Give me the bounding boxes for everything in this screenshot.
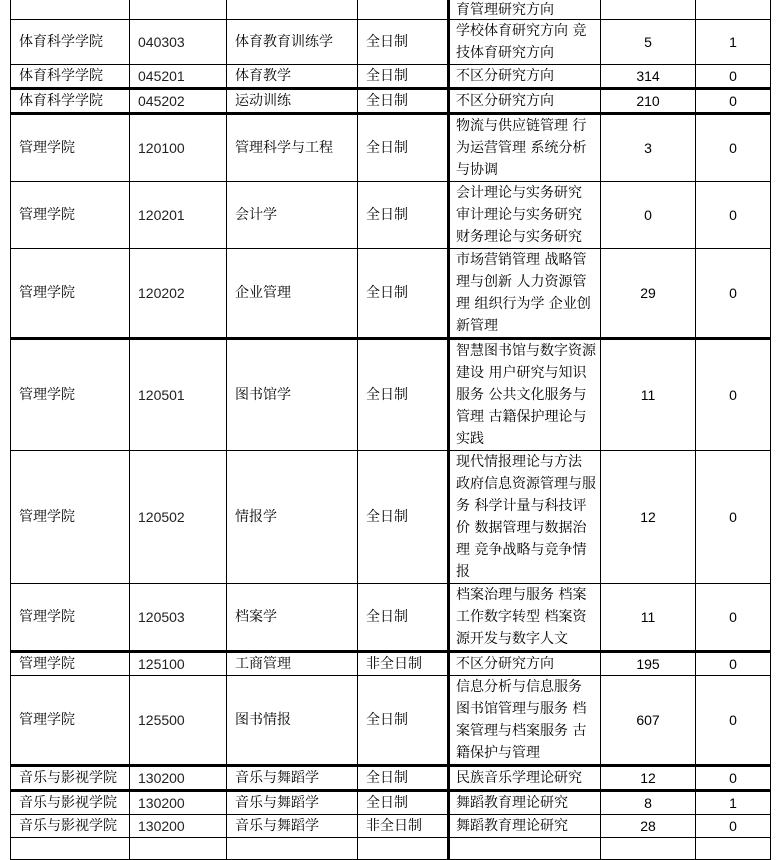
cell-plan xyxy=(601,0,696,20)
table-row xyxy=(11,766,771,791)
cell-exempt: 0 xyxy=(696,652,771,676)
cell-direction: 民族音乐学理论研究 xyxy=(449,766,601,791)
cell-plan: 28 xyxy=(601,815,696,838)
table-row xyxy=(11,114,771,182)
cell-plan: 3 xyxy=(601,114,696,182)
cell-code xyxy=(130,0,227,20)
cell-code: 120100 xyxy=(130,114,227,182)
cell-direction: 档案治理与服务 档案工作数字转型 档案资源开发与数字人文 xyxy=(449,584,601,652)
cell-code: 040303 xyxy=(130,20,227,65)
table-row xyxy=(11,89,771,114)
cell-major: 体育教育训练学 xyxy=(227,20,358,65)
cell-mode: 全日制 xyxy=(358,182,449,249)
cell-mode: 非全日制 xyxy=(358,815,449,838)
cell-plan: 12 xyxy=(601,766,696,791)
cell-direction: 物流与供应链管理 行为运营管理 系统分析与协调 xyxy=(449,114,601,182)
cell-plan: 314 xyxy=(601,65,696,89)
cell-college: 体育科学学院 xyxy=(11,20,130,65)
table-row xyxy=(11,791,771,815)
cell-exempt: 0 xyxy=(696,815,771,838)
cell-major xyxy=(227,838,358,860)
cell-plan: 5 xyxy=(601,20,696,65)
table-row xyxy=(11,676,771,766)
cell-direction: 不区分研究方向 xyxy=(449,89,601,114)
cell-college xyxy=(11,0,130,20)
cell-college: 管理学院 xyxy=(11,249,130,339)
table-row xyxy=(11,65,771,89)
cell-exempt xyxy=(696,838,771,860)
table-row-partial-top xyxy=(11,0,771,20)
cell-direction: 舞蹈教育理论研究 xyxy=(449,815,601,838)
cell-plan: 29 xyxy=(601,249,696,339)
cell-college: 管理学院 xyxy=(11,451,130,584)
cell-major: 企业管理 xyxy=(227,249,358,339)
table-row xyxy=(11,584,771,652)
cell-exempt: 0 xyxy=(696,182,771,249)
cell-exempt: 0 xyxy=(696,451,771,584)
cell-major: 管理科学与工程 xyxy=(227,114,358,182)
cell-code: 120502 xyxy=(130,451,227,584)
cell-direction: 学校体育研究方向 竞技体育研究方向 xyxy=(449,20,601,65)
cell-major: 运动训练 xyxy=(227,89,358,114)
cell-code: 130200 xyxy=(130,766,227,791)
cell-code: 130200 xyxy=(130,815,227,838)
cell-plan: 0 xyxy=(601,182,696,249)
cell-major: 图书馆学 xyxy=(227,339,358,451)
cell-direction: 现代情报理论与方法 政府信息资源管理与服务 科学计量与科技评价 数据管理与数据治理 竞争战略与竞争情报 xyxy=(449,451,601,584)
cell-plan xyxy=(601,838,696,860)
cell-code: 120501 xyxy=(130,339,227,451)
cell-code: 120503 xyxy=(130,584,227,652)
cell-mode: 全日制 xyxy=(358,584,449,652)
cell-mode xyxy=(358,0,449,20)
cell-major: 档案学 xyxy=(227,584,358,652)
cell-mode: 全日制 xyxy=(358,114,449,182)
cell-exempt: 0 xyxy=(696,766,771,791)
cell-exempt: 0 xyxy=(696,249,771,339)
cell-exempt: 0 xyxy=(696,339,771,451)
cell-plan: 12 xyxy=(601,451,696,584)
cell-direction: 育管理研究方向 xyxy=(449,0,601,20)
table-row-partial-bottom xyxy=(11,838,771,860)
table-row xyxy=(11,652,771,676)
cell-major: 情报学 xyxy=(227,451,358,584)
cell-code: 130200 xyxy=(130,791,227,815)
cell-college: 管理学院 xyxy=(11,676,130,766)
cell-college: 管理学院 xyxy=(11,652,130,676)
cell-college: 管理学院 xyxy=(11,114,130,182)
cell-college: 音乐与影视学院 xyxy=(11,766,130,791)
cell-plan: 11 xyxy=(601,584,696,652)
table-row xyxy=(11,182,771,249)
cell-major: 会计学 xyxy=(227,182,358,249)
cell-mode: 全日制 xyxy=(358,791,449,815)
table-row xyxy=(11,249,771,339)
cell-plan: 210 xyxy=(601,89,696,114)
cell-exempt: 0 xyxy=(696,584,771,652)
cell-mode: 全日制 xyxy=(358,339,449,451)
cell-major: 图书情报 xyxy=(227,676,358,766)
cell-major: 体育教学 xyxy=(227,65,358,89)
cell-code: 120202 xyxy=(130,249,227,339)
cell-college: 管理学院 xyxy=(11,182,130,249)
cell-college xyxy=(11,838,130,860)
cell-exempt: 0 xyxy=(696,89,771,114)
cell-major: 工商管理 xyxy=(227,652,358,676)
cell-exempt: 0 xyxy=(696,676,771,766)
cell-exempt: 1 xyxy=(696,791,771,815)
cell-major: 音乐与舞蹈学 xyxy=(227,791,358,815)
cell-code: 045202 xyxy=(130,89,227,114)
cell-college: 音乐与影视学院 xyxy=(11,815,130,838)
cell-direction: 信息分析与信息服务 图书馆管理与服务 档案管理与档案服务 古籍保护与管理 xyxy=(449,676,601,766)
cell-mode: 全日制 xyxy=(358,451,449,584)
cell-mode: 全日制 xyxy=(358,65,449,89)
cell-direction: 不区分研究方向 xyxy=(449,652,601,676)
cell-mode: 全日制 xyxy=(358,766,449,791)
cell-mode: 非全日制 xyxy=(358,652,449,676)
cell-direction: 智慧图书馆与数字资源建设 用户研究与知识服务 公共文化服务与管理 古籍保护理论与实践 xyxy=(449,339,601,451)
table-row xyxy=(11,20,771,65)
cell-mode xyxy=(358,838,449,860)
cell-code: 125100 xyxy=(130,652,227,676)
cell-college: 管理学院 xyxy=(11,339,130,451)
cell-plan: 195 xyxy=(601,652,696,676)
cell-exempt xyxy=(696,0,771,20)
cell-plan: 11 xyxy=(601,339,696,451)
table-row xyxy=(11,339,771,451)
cell-college: 管理学院 xyxy=(11,584,130,652)
cell-mode: 全日制 xyxy=(358,676,449,766)
cell-direction xyxy=(449,838,601,860)
cell-code xyxy=(130,838,227,860)
cell-mode: 全日制 xyxy=(358,89,449,114)
cell-direction: 会计理论与实务研究 审计理论与实务研究 财务理论与实务研究 xyxy=(449,182,601,249)
table-row xyxy=(11,451,771,584)
cell-code: 120201 xyxy=(130,182,227,249)
cell-major xyxy=(227,0,358,20)
enrollment-table xyxy=(10,0,771,860)
cell-major: 音乐与舞蹈学 xyxy=(227,766,358,791)
cell-exempt: 1 xyxy=(696,20,771,65)
cell-college: 体育科学学院 xyxy=(11,65,130,89)
cell-major: 音乐与舞蹈学 xyxy=(227,815,358,838)
cell-code: 045201 xyxy=(130,65,227,89)
cell-exempt: 0 xyxy=(696,65,771,89)
cell-mode: 全日制 xyxy=(358,20,449,65)
cell-college: 音乐与影视学院 xyxy=(11,791,130,815)
cell-plan: 607 xyxy=(601,676,696,766)
cell-code: 125500 xyxy=(130,676,227,766)
cell-direction: 舞蹈教育理论研究 xyxy=(449,791,601,815)
cell-direction: 不区分研究方向 xyxy=(449,65,601,89)
cell-exempt: 0 xyxy=(696,114,771,182)
cell-mode: 全日制 xyxy=(358,249,449,339)
cell-college: 体育科学学院 xyxy=(11,89,130,114)
table-row xyxy=(11,815,771,838)
cell-direction: 市场营销管理 战略管理与创新 人力资源管理 组织行为学 企业创新管理 xyxy=(449,249,601,339)
cell-plan: 8 xyxy=(601,791,696,815)
